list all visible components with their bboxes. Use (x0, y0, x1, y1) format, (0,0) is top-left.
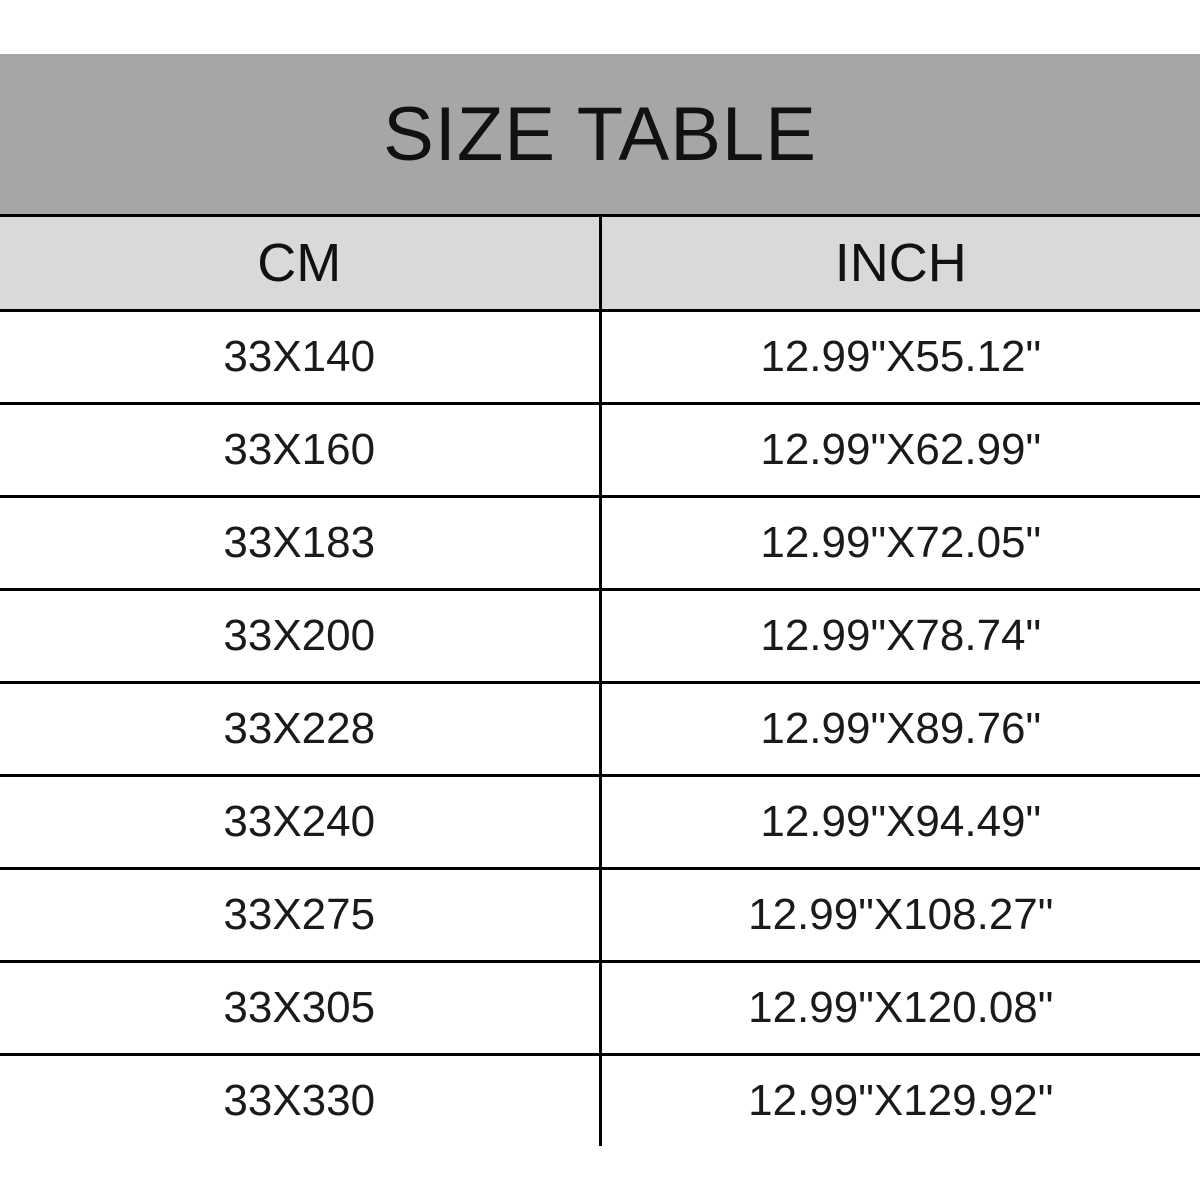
table-row (0, 497, 1200, 590)
table-row (0, 1055, 1200, 1147)
cell-cm: 33X240 (0, 776, 600, 869)
cell-inch: 12.99"X129.92" (600, 1055, 1200, 1147)
cell-inch: 12.99"X108.27" (600, 869, 1200, 962)
cell-cm: 33X200 (0, 590, 600, 683)
cell-cm: 33X228 (0, 683, 600, 776)
cell-cm: 33X183 (0, 497, 600, 590)
table-row (0, 590, 1200, 683)
table-row (0, 869, 1200, 962)
size-table (0, 54, 1200, 1146)
table-row (0, 776, 1200, 869)
table-row (0, 683, 1200, 776)
column-header-inch: INCH (600, 216, 1200, 311)
cell-inch: 12.99"X78.74" (600, 590, 1200, 683)
size-table-body (0, 54, 1200, 1146)
table-row (0, 962, 1200, 1055)
cell-cm: 33X140 (0, 311, 600, 404)
cell-inch: 12.99"X120.08" (600, 962, 1200, 1055)
cell-inch: 12.99"X62.99" (600, 404, 1200, 497)
cell-inch: 12.99"X89.76" (600, 683, 1200, 776)
table-row (0, 404, 1200, 497)
cell-cm: 33X160 (0, 404, 600, 497)
cell-inch: 12.99"X94.49" (600, 776, 1200, 869)
table-row (0, 311, 1200, 404)
title-row (0, 54, 1200, 216)
header-row (0, 216, 1200, 311)
table-title: SIZE TABLE (0, 54, 1200, 216)
cell-inch: 12.99"X55.12" (600, 311, 1200, 404)
column-header-cm: CM (0, 216, 600, 311)
cell-inch: 12.99"X72.05" (600, 497, 1200, 590)
cell-cm: 33X330 (0, 1055, 600, 1147)
cell-cm: 33X305 (0, 962, 600, 1055)
cell-cm: 33X275 (0, 869, 600, 962)
